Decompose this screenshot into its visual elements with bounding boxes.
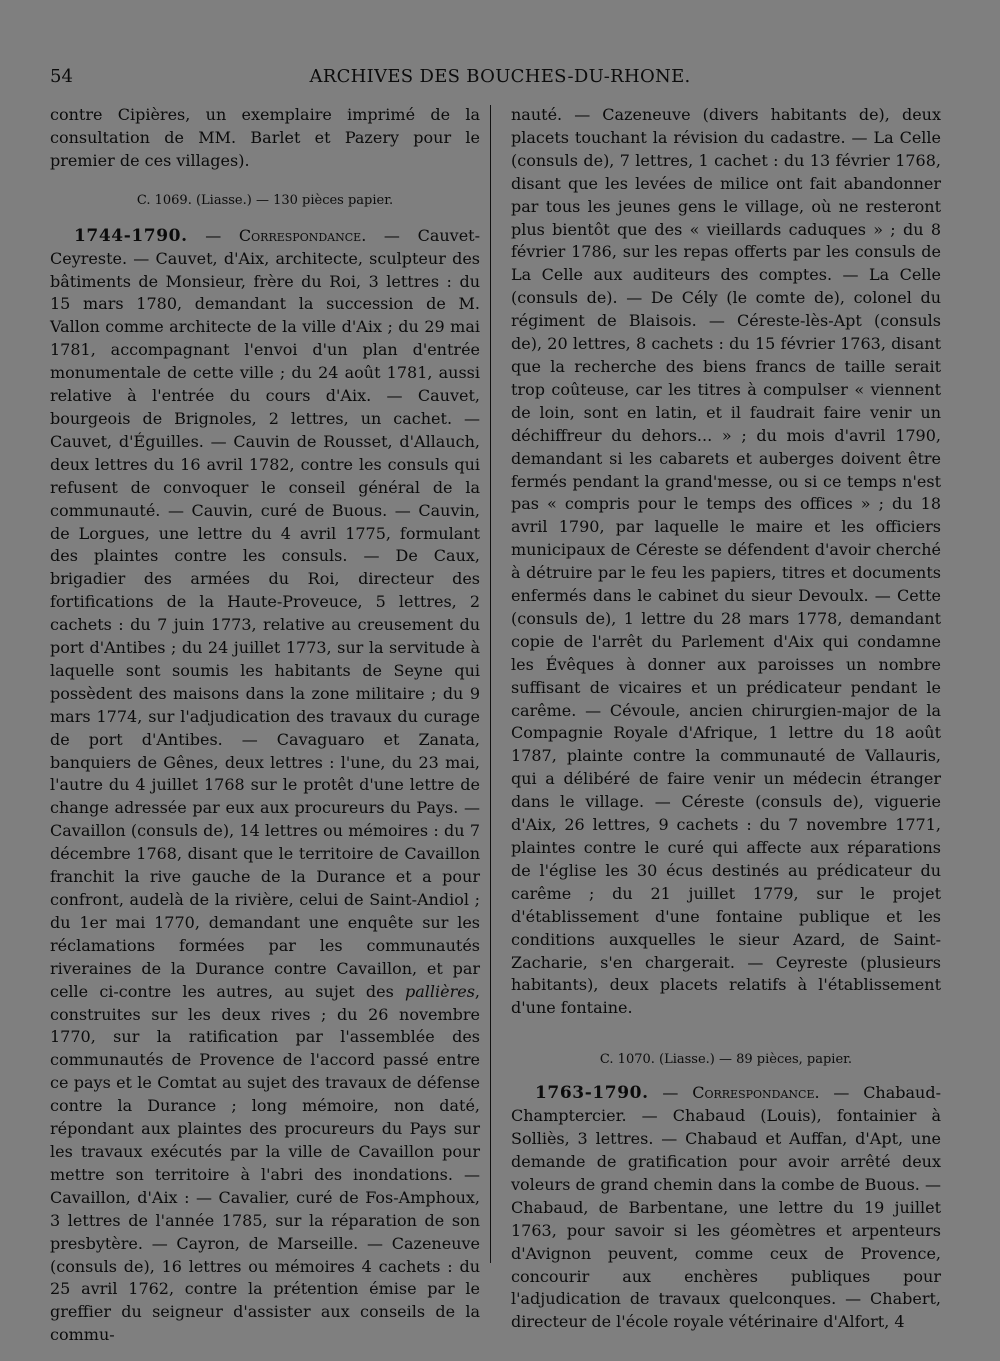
left-column [50,104,480,1347]
running-title: ARCHIVES DES BOUCHES-DU-RHONE. [309,66,691,87]
entry-rubric: Correspondance [238,225,362,245]
entry-paragraph [511,1082,941,1334]
entry-text-continued: , construites sur les deux rives ; du 26 novembre 1770, sur la ratification par l'assemblée des communautés de Provence de l'accord passé entre ce pays et le Comtat au sujet des travaux de défense contre la Durance ; long mémoire, non daté, répondant aux plaintes des procureurs du Pays sur les travaux exécutés par la ville de Cavaillon pour mettre son territoire à l'abri des inondations. — Cavaillon, d'Aix : — Cavalier, curé de Fos-Amphoux, 3 lettres de l'année 1785, sur la réparation de son presbytère. — Cayron, de Marseille. — Cazeneuve (consuls de), 16 lettres ou mémoires 4 cachets : du 25 avril 1762, contre la prétention émise par le greffier du seigneur d'assister aux conseils de la commu- [50,981,480,1345]
entry-italic-term: pallières [404,981,475,1001]
entry-paragraph [50,225,480,1347]
cote-heading: C. 1069. (Liasse.) — 130 pièces papier. [136,192,394,208]
column-rule [490,105,491,1263]
entry-dates: 1763-1790. [535,1083,649,1104]
entry-text: . — Chabaud-Champtercier. — Chabaud (Louis), fontainier à Solliès, 3 lettres. — Chabaud et Auffan, d'Apt, une demande de gratification pour avoir arrêté deux voleurs de grand chemin dans la combe de Buous. — Chabaud, de Barbentane, une lettre du 19 juillet 1763, pour savoir si les géomètres et arpenteurs d'Avignon peuvent, comme ceux de Provence, concourir aux enchères publiques pour l'adjudication de travaux quelconques. — Chabert, directeur de l'école royale vétérinaire d'Alfort, 4 [511,1083,942,1332]
cote-heading: C. 1070. (Liasse.) — 89 pièces, papier. [599,1052,853,1068]
entry-dates: 1744-1790. [74,225,188,246]
entry-rubric: Correspondance [692,1083,815,1103]
continuation-paragraph: nauté. — Cazeneuve (divers habitants de), deux placets touchant la révision du cadastre. — La Celle (consuls de), 7 lettres, 1 cachet : du 13 février 1768, disant que les levées de milice ont fait abandonner par tous les jeunes gens le village, où ne resteront plus bientôt que des « vieillards caduques » ; du 8 février 1786, sur les repas offerts par les consuls de La Celle aux auditeurs des comptes. — La Celle (consuls de). — De Cély (le comte de), colonel du régiment de Blaisois. — Céreste-lès-Apt (consuls de), 20 lettres, 8 cachets : du 15 février 1763, disant que la recherche des biens francs de taille serait trop coûteuse, car les titres à compulser « viennent de loin, sont en latin, et il faudrait faire venir un déchiffreur du dehors... » ; du mois d'avril 1790, demandant si les cabarets et auberges doivent être fermés pendant la grand'messe, ou si ce temps n'est pas « compris pour le temps des offices » ; du 18 avril 1790, par laquelle le maire et les officiers municipaux de Céreste se défendent d'avoir cherché à détruire par le feu les papiers, titres et documents enfermés dans le cabinet du sieur Devoulx. — Cette (consuls de), 1 lettre du 28 mars 1778, demandant copie de l'arrêt du Parlement d'Aix qui condamne les Évêques à donner aux paroisses un nombre suffisant de vicaires et un prédicateur pendant le carême. — Cévoule, ancien chirurgien-major de la Compagnie Royale d'Afrique, 1 lettre du 18 août 1787, plainte contre la communauté de Vallauris, qui a délibéré de faire venir un médecin étranger dans le village. — Céreste (consuls de), viguerie d'Aix, 26 lettres, 9 cachets : du 7 novembre 1771, plaintes contre le curé qui affecte aux réparations de l'église les 30 écus destinés au prédicateur du carême ; du 21 juillet 1779, sur le projet d'établissement d'une fontaine publique et les conditions auxquelles le sieur Azard, de Saint-Zacharie, s'en chargerait. — Ceyreste (plusieurs habitants), deux placets relatifs à l'établissement d'une fontaine. [511,105,941,1018]
page-number: 54 [50,66,73,87]
right-column [511,104,941,1334]
entry-text: . — Cauvet-Ceyreste. — Cauvet, d'Aix, architecte, sculpteur des bâtiments de Monsieur, frère du Roi, 3 lettres : du 15 mars 1780, demandant la succession de M. Vallon comme architecte de la ville d'Aix ; du 29 mai 1781, accompagnant l'envoi d'un plan d'entrée monumentale de cette ville ; du 24 août 1781, aussi relative à l'entrée du cours d'Aix. — Cauvet, bourgeois de Brignoles, 2 lettres, un cachet. — Cauvet, d'Éguilles. — Cauvin de Rousset, d'Allauch, deux lettres du 16 avril 1782, contre les consuls qui refusent de convoquer le conseil général de la communauté. — Cauvin, curé de Buous. — Cauvin, de Lorgues, une lettre du 4 avril 1775, formulant des plaintes contre les consuls. — De Caux, brigadier des armées du Roi, directeur des fortifications de la Haute-Proveuce, 5 lettres, 2 cachets : du 7 juin 1773, relative au creusement du port d'Antibes ; du 24 juillet 1773, sur la servitude à laquelle sont soumis les habitants de Seyne qui possèdent des maisons dans la zone militaire ; du 9 mars 1774, sur l'adjudication des travaux du curage de port d'Antibes. — Cavaguaro et Zanata, banquiers de Gênes, deux lettres : l'une, du 23 mai, l'autre du 4 juillet 1768 sur le protêt d'une lettre de change adressée par eux aux procureurs du Pays. — Cavaillon (consuls de), 14 lettres ou mémoires : du 7 décembre 1768, disant que le territoire de Cavaillon franchit la rive gauche de la Durance et a pour confront, audelà de la rivière, celui de Saint-Andiol ; du 1er mai 1770, demandant une enquête sur les réclamations formées par les communautés riveraines de la Durance contre Cavaillon, et par celle ci-contre les autres, au sujet des [50,225,480,1001]
entry-separator: — [648,1083,693,1103]
entry-separator: — [187,225,239,245]
continuation-paragraph: contre Cipières, un exemplaire imprimé de la consultation de MM. Barlet et Pazery pour le premier de ces villages). [50,105,480,170]
